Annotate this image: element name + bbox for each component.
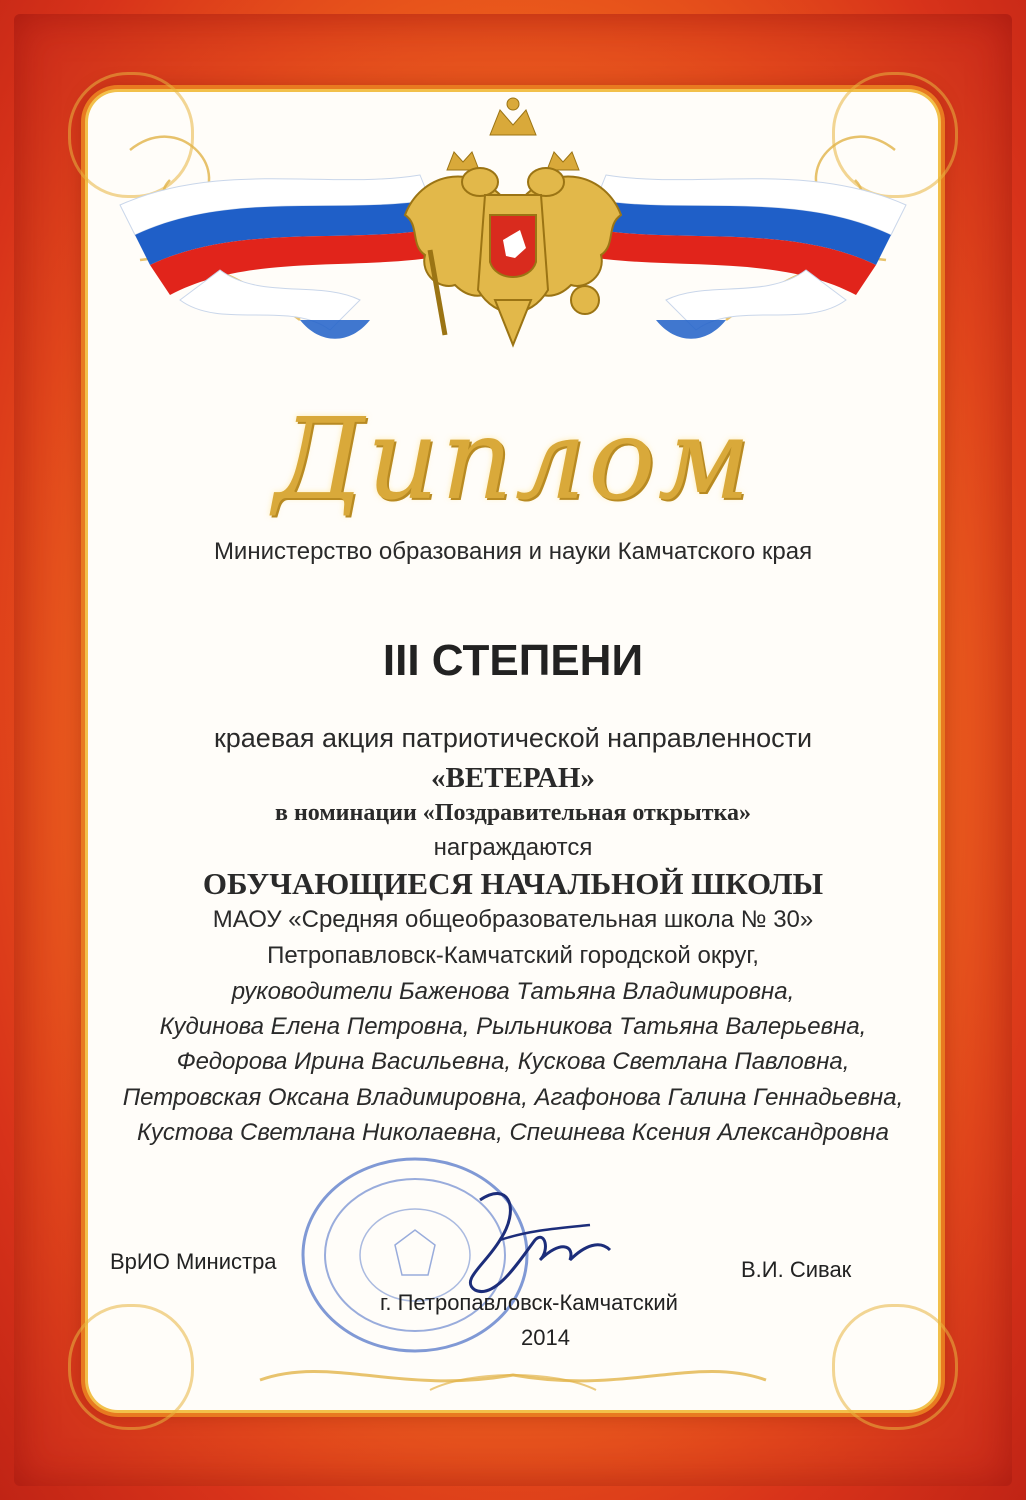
tricolor-ribbon-icon — [578, 175, 906, 339]
supervisors-line: Кудинова Елена Петровна, Рыльникова Татьяна Валерьевна, — [159, 1013, 867, 1040]
supervisors-line: руководители Баженова Татьяна Владимировна, — [231, 978, 795, 1005]
russian-coat-of-arms-icon — [405, 98, 621, 345]
school-name: МАОУ «Средняя общеобразовательная школа № 30» — [212, 906, 814, 933]
supervisors-line: Петровская Оксана Владимировна, Агафонова Галина Геннадьевна, — [122, 1084, 904, 1111]
signature-icon — [440, 1170, 620, 1310]
year: 2014 — [521, 1325, 570, 1350]
awarded-text: награждаются — [433, 834, 593, 861]
supervisors-line: Кустова Светлана Николаевна, Спешнева Ксения Александровна — [137, 1119, 889, 1146]
supervisors-line: Федорова Ирина Васильевна, Кускова Светлана Павловна, — [176, 1048, 850, 1075]
action-name: «ВЕТЕРАН» — [431, 762, 595, 794]
gold-flourish-icon — [250, 1350, 776, 1400]
action-description: краевая акция патриотической направленности — [213, 723, 813, 753]
emblem-header — [0, 0, 1026, 420]
diploma-title: Диплом — [273, 395, 753, 525]
award-degree: III СТЕПЕНИ — [382, 636, 644, 685]
tricolor-ribbon-icon — [120, 175, 448, 339]
corner-ornament-icon — [68, 1304, 194, 1430]
nomination: в номинации «Поздравительная открытка» — [274, 800, 752, 826]
corner-ornament-icon — [832, 1304, 958, 1430]
recipients: ОБУЧАЮЩИЕСЯ НАЧАЛЬНОЙ ШКОЛЫ — [202, 866, 824, 901]
signer-name: В.И. Сивак — [741, 1257, 852, 1282]
ministry-name: Министерство образования и науки Камчатского края — [213, 538, 813, 565]
signer-position: ВрИО Министра — [110, 1249, 277, 1274]
district: Петропавловск-Камчатский городской округ, — [267, 942, 759, 969]
city: г. Петропавловск-Камчатский — [380, 1290, 678, 1315]
